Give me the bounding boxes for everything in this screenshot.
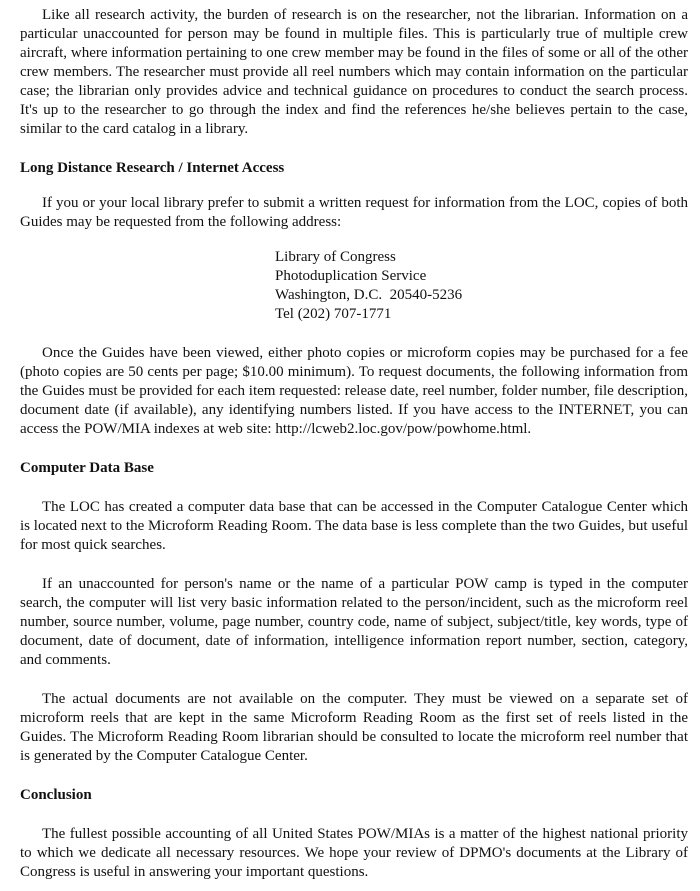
long-distance-heading: Long Distance Research / Internet Access — [20, 160, 285, 176]
conclusion-heading: Conclusion — [20, 787, 92, 803]
address-line-3: Washington, D.C. 20540-5236 — [275, 287, 463, 303]
document-page — [20, 6, 688, 882]
address-line-1: Library of Congress — [275, 249, 396, 265]
computer-paragraph-2: If an unaccounted for person's name or the name of a particular POW camp is typed in the computer search, the computer will list very basic information related to the person/incident, such as the microform reel number, source number, volume, page number, country code, name of subject, subject/title, key words, type of document, date of document, date of information, intelligence information report number, section, category, and comments. — [20, 576, 688, 668]
intro-paragraph: Like all research activity, the burden of research is on the researcher, not the librarian. Information on a particular unaccounted for person may be found in multiple files. This is particularly true of multiple crew aircraft, where information pertaining to one crew member may be found in the files of some or all of the other crew members. The researcher must provide all reel numbers which may contain information on the particular case; the librarian only provides advice and technical guidance on procedures to conduct the search process. It's up to the researcher to go through the index and find the references he/she believes pertain to the case, similar to the card catalog in a library. — [20, 7, 688, 137]
loc-address-block — [275, 248, 688, 324]
long-distance-paragraph-2: Once the Guides have been viewed, either photo copies or microform copies may be purchased for a fee (photo copies are 50 cents per page; $10.00 minimum). To request documents, the following information from the Guides must be provided for each item requested: release date, reel number, folder number, file description, document date (if available), any identifying numbers listed. If you have access to the INTERNET, you can access the POW/MIA indexes at web site: http://lcweb2.loc.gov/pow/powhome.html. — [20, 345, 688, 437]
long-distance-paragraph-1: If you or your local library prefer to submit a written request for information from the LOC, copies of both Guides may be requested from the following address: — [20, 195, 688, 230]
conclusion-paragraph: The fullest possible accounting of all United States POW/MIAs is a matter of the highest national priority to which we dedicate all necessary resources. We hope your review of DPMO's documents at the Library of Congress is useful in answering your important questions. — [20, 826, 688, 880]
computer-paragraph-3: The actual documents are not available on the computer. They must be viewed on a separate set of microform reels that are kept in the same Microform Reading Room as the first set of reels listed in the Guides. The Microform Reading Room librarian should be consulted to locate the microform reel number that is generated by the Computer Catalogue Center. — [20, 691, 688, 764]
computer-data-base-heading: Computer Data Base — [20, 460, 154, 476]
address-line-2: Photoduplication Service — [275, 268, 427, 284]
computer-paragraph-1: The LOC has created a computer data base that can be accessed in the Computer Catalogue Center which is located next to the Microform Reading Room. The data base is less complete than the two Guides, but useful for most quick searches. — [20, 499, 688, 553]
address-line-4: Tel (202) 707-1771 — [275, 306, 392, 322]
